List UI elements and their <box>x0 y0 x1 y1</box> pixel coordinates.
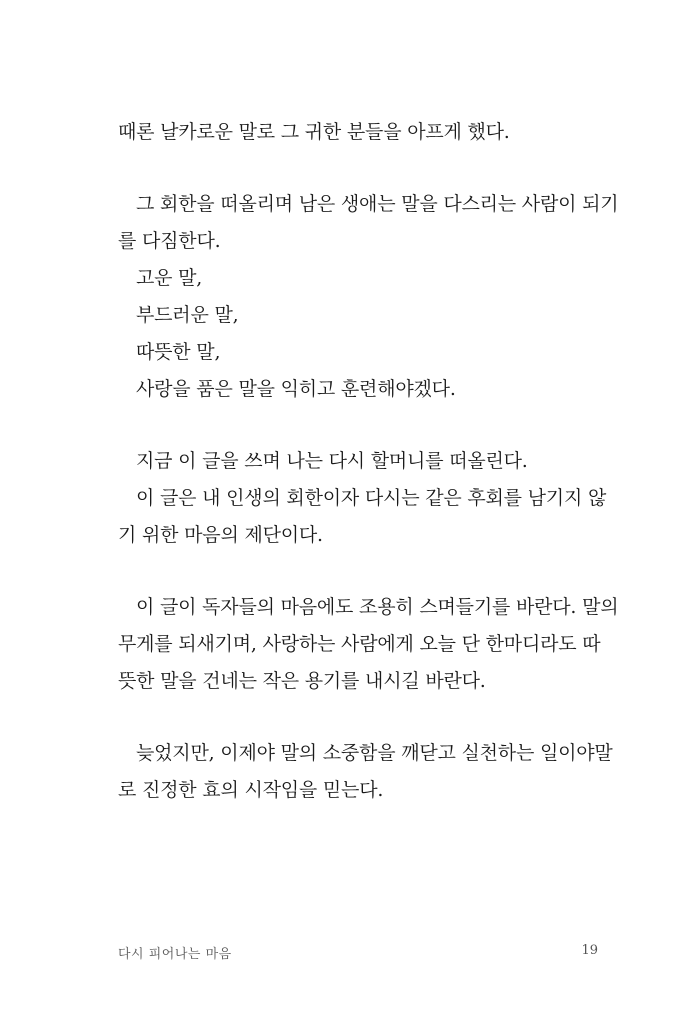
body-line: 로 진정한 효의 시작임을 믿는다. <box>118 779 384 801</box>
body-line: 고운 말, <box>136 267 203 289</box>
running-footer-book-title: 다시 피어나는 마음 <box>118 947 232 962</box>
body-line: 를 다짐한다. <box>118 230 221 252</box>
body-line: 뜻한 말을 건네는 작은 용기를 내시길 바란다. <box>118 670 486 692</box>
body-line: 이 글은 내 인생의 회한이자 다시는 같은 후회를 남기지 않 <box>136 487 607 509</box>
body-line: 사랑을 품은 말을 익히고 훈련해야겠다. <box>136 378 456 400</box>
body-line: 기 위한 마음의 제단이다. <box>118 524 323 546</box>
body-line: 때론 날카로운 말로 그 귀한 분들을 아프게 했다. <box>118 121 510 143</box>
body-line: 그 회한을 떠올리며 남은 생애는 말을 다스리는 사람이 되기 <box>136 193 619 215</box>
page-number: 19 <box>581 943 598 958</box>
body-line: 부드러운 말, <box>136 304 239 326</box>
body-line: 무게를 되새기며, 사랑하는 사람에게 오늘 단 한마디라도 따 <box>118 633 601 655</box>
body-line: 늦었지만, 이제야 말의 소중함을 깨닫고 실천하는 일이야말 <box>136 742 613 764</box>
body-line: 이 글이 독자들의 마음에도 조용히 스며들기를 바란다. 말의 <box>136 596 619 618</box>
body-line: 따뜻한 말, <box>136 341 221 363</box>
body-line: 지금 이 글을 쓰며 나는 다시 할머니를 떠올린다. <box>136 450 528 472</box>
